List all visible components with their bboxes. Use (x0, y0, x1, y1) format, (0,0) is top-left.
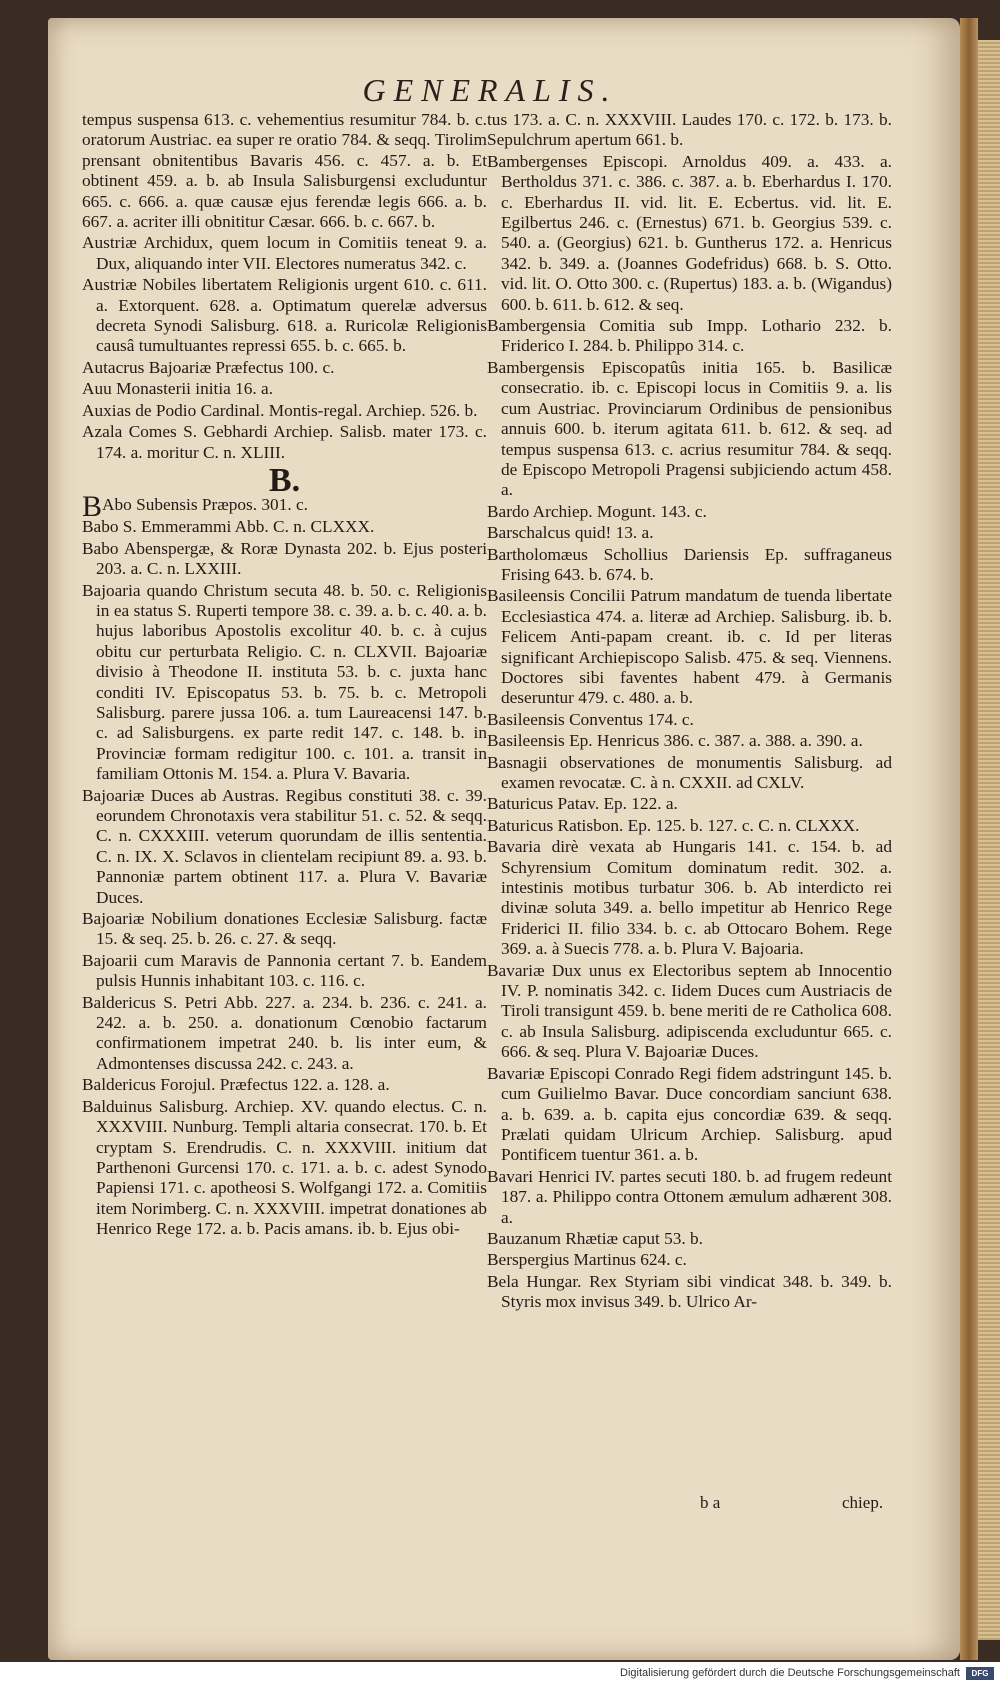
index-entry: Bambergenses Episcopi. Arnoldus 409. a. 433. a. Bertholdus 371. c. 386. c. 387. a. b. Eberhardus I. 170. c. Eberhardus II. vid. lit. E. Ecbertus. vid. lit. E. Egilbertus 246. c. (Ernestus) 671. b. Georgius 539. c. 540. a. (Georgius) 621. b. Guntherus 172. a. Henricus 342. b. 349. a. (Joannes Godefridus) 668. b. S. Otto. vid. lit. O. Otto 300. c. (Rupertus) 183. a. b. (Wigandus) 600. b. 611. b. 612. & seq. (487, 151, 892, 314)
index-entry: Autacrus Bajoariæ Præfectus 100. c. (82, 357, 335, 377)
right-column (487, 110, 892, 1314)
index-entry: Bartholomæus Schollius Dariensis Ep. suffraganeus Frising 643. b. 674. b. (487, 544, 892, 584)
index-entry: Baturicus Patav. Ep. 122. a. (487, 794, 678, 814)
index-entry: Baturicus Ratisbon. Ep. 125. b. 127. c. C. n. CLXXX. (487, 815, 860, 835)
index-entry: Bardo Archiep. Mogunt. 143. c. (487, 501, 707, 521)
index-entry: Bajoaria quando Christum secuta 48. b. 50. c. Religionis in ea status S. Ruperti tempore 38. c. 39. a. b. c. 40. a. b. hujus laboribus Apostolis excolitur 40. b. c. à cujus obitu cur perturbata Religio. C. n. CLXVII. Bajoariæ divisio à Theodone II. instituta 53. b. c. juxta hanc conditi IV. Episcopatus 53. b. 75. b. c. Metropoli Salisburg. parere jussa 106. a. tum Laureacensi 147. b. c. ad Salisburgens. ex parte redit 147. c. 148. b. in Provinciæ formam redigitur 100. c. 101. a. transit in familiam Ottonis M. 154. a. Plura V. Bavaria. (82, 580, 487, 784)
index-entry: Bajoariæ Nobilium donationes Ecclesiæ Salisburg. factæ 15. & seq. 25. b. 26. c. 27. & seqq. (82, 909, 487, 949)
index-entry: Basnagii observationes de monumentis Salisburg. ad examen revocatæ. C. à n. CXXII. ad CXLV. (487, 752, 892, 792)
index-entry: Basileensis Conventus 174. c. (487, 709, 694, 729)
dfg-logo-icon: DFG (966, 1667, 994, 1680)
index-entry: Austriæ Archidux, quem locum in Comitiis teneat 9. a. Dux, aliquando inter VII. Electores numeratus 342. c. (82, 233, 487, 273)
index-entry: Bavariæ Dux unus ex Electoribus septem ab Innocentio IV. P. nominatis 342. c. Iidem Duces cum Austriacis de Tiroli transigunt 459. b. bene meriti de re Catholica 608. c. ab Insula Salisburg. adipiscenda excluduntur 665. c. 666. & seq. Plura V. Bajoariæ Duces. (487, 960, 892, 1062)
index-entry: tempus suspensa 613. c. vehementius resumitur 784. b. c. oratorum Austriac. ea super re oratio 784. & seqq. Tirolim prensant obnitentibus Bavaris 456. c. 457. a. b. Et obtinent 459. a. b. ab Insula Salisburgensi excluduntur 665. c. 666. a. quæ causæ ejus ferendæ legis 666. a. b. 667. a. acriter illi obnititur Cæsar. 666. b. c. 667. b. (82, 110, 487, 232)
index-entry: Auu Monasterii initia 16. a. (82, 379, 274, 399)
index-entry: Azala Comes S. Gebhardi Archiep. Salisb. mater 173. c. 174. a. moritur C. n. XLIII. (82, 422, 487, 462)
index-entry: Bavaria dirè vexata ab Hungaris 141. c. 154. b. ad Schyrensium Comitum dominatum redit. 302. a. intestinis motibus turbatur 306. b. Ab interdicto rei divinæ soluta 349. a. bello impetitur ab Henrico Rege Friderici II. filio 334. b. c. ab Ottocaro Bohem. Rege 369. a. à Suecis 778. a. b. Plura V. Bajoaria. (487, 837, 892, 959)
signature-mark: b a (700, 1493, 721, 1512)
index-entry: Basileensis Ep. Henricus 386. c. 387. a. 388. a. 390. a. (487, 731, 863, 751)
index-entry: Balduinus Salisburg. Archiep. XV. quando electus. C. n. XXXVIII. Nunburg. Templi altaria consecrat. 170. b. Et cryptam S. Erendrudis. C. n. XXXVIII. initium dat Parthenoni Gurcensi 170. c. 171. a. b. c. adest Synodo Papiensi 171. c. apotheosi S. Wolfgangi 172. a. Comitiis item Norimberg. C. n. XXXVIII. impetrat donationes ab Henrico Rege 172. a. b. Pacis amans. ib. b. Ejus obi- (82, 1096, 487, 1239)
page-edges (978, 40, 1000, 1640)
index-entry: Babo S. Emmerammi Abb. C. n. CLXXX. (82, 517, 375, 537)
catchword: chiep. (842, 1493, 884, 1512)
running-header: GENERALIS. (362, 72, 618, 108)
index-entry: Bajoarii cum Maravis de Pannonia certant 7. b. Eandem pulsis Hunnis inhabitant 103. c. 116. c. (82, 950, 487, 991)
index-entry: Bavariæ Episcopi Conrado Regi fidem adstringunt 145. b. cum Guilielmo Bavar. Duce concordiam sanciunt 638. a. b. 639. a. b. capita ejus concordiæ 639. & seqq. Prælati quidam Ulricum Archiep. Salisburg. apud Pontificem tuentur 361. a. b. (487, 1063, 892, 1165)
index-entry (82, 490, 487, 524)
index-entry: Bambergensia Comitia sub Impp. Lothario 232. b. Friderico I. 284. b. Philippo 314. c. (487, 316, 892, 356)
index-entry: Bela Hungar. Rex Styriam sibi vindicat 348. b. 349. b. Styris mox invisus 349. b. Ulrico Ar- (487, 1271, 892, 1312)
index-entry: Auxias de Podio Cardinal. Montis-regal. Archiep. 526. b. (82, 400, 478, 420)
index-entry: Bauzanum Rhætiæ caput 53. b. (487, 1228, 703, 1248)
drop-cap: B (82, 490, 103, 524)
index-entry: Berspergius Martinus 624. c. (487, 1250, 687, 1270)
index-entry: Bajoariæ Duces ab Austras. Regibus constituti 38. c. 39. eorundem Chronotaxis vera stabilitur 51. c. 52. & seqq. C. n. CXXXIII. veterum quorundam de illis sententia. C. n. IX. X. Sclavos in clientelam recipiunt 89. a. 93. b. Pannoniæ partem obtinent 117. a. Plura V. Bavariæ Duces. (82, 785, 487, 907)
index-entry: Bambergensis Episcopatûs initia 165. b. Basilicæ consecratio. ib. c. Episcopi locus in Comitiis 9. a. lis cum Austriac. Provinciarum Ordinibus de pensionibus annuis 600. b. iterum agitata 611. b. 612. & seq. ad tempus suspensa 613. c. acrius resumitur 784. & seqq. de Episcopo Metropoli Pragensi subjiciendo actum 458. a. (487, 357, 892, 500)
index-entry: Baldericus Forojul. Præfectus 122. a. 128. a. (82, 1075, 390, 1095)
index-entry: Bavari Henrici IV. partes secuti 180. b. ad frugem redeunt 187. a. Philippo contra Ottonem æmulum adhærent 308. a. (487, 1166, 892, 1227)
index-entry: tus 173. a. C. n. XXXVIII. Laudes 170. c. 172. b. 173. b. Sepulchrum apertum 661. b. (487, 110, 892, 150)
book-spine-edge (960, 18, 978, 1660)
index-entry: Baldericus S. Petri Abb. 227. a. 234. b. 236. c. 241. a. 242. a. b. 250. a. donationum Cœnobio factarum confirmationem impetrat 240. b. lis inter eum, & Admontenses discussa 242. c. 243. a. (82, 992, 487, 1073)
digitization-footer (0, 1662, 1000, 1685)
index-entry: Barschalcus quid! 13. a. (487, 523, 654, 543)
footer-text: Digitalisierung gefördert durch die Deutsche Forschungsgemeinschaft (620, 1667, 960, 1679)
index-entry: Babo Abenspergæ, & Roræ Dynasta 202. b. Ejus posteri 203. a. C. n. LXXIII. (82, 538, 487, 579)
index-entry-text: Abo Subensis Præpos. 301. c. (102, 495, 308, 515)
section-letter: B. (268, 461, 301, 499)
index-entry: Austriæ Nobiles libertatem Religionis urgent 610. c. 611. a. Extorquent. 628. a. Optimatum querelæ adversus decreta Synodi Salisburg. 618. a. Ruricolæ Religionis causâ tumultuantes repressi 655. b. c. 665. b. (82, 275, 487, 356)
index-entry: Basileensis Concilii Patrum mandatum de tuenda libertate Ecclesiastica 474. a. literæ ad Archiep. Salisburg. ib. b. Felicem Anti-papam creant. ib. c. Id per literas significant Archiepiscopo Salisb. 475. & seq. Viennens. Doctores sibi faventes habent 479. à Germanis deseruntur 479. c. 480. a. b. (487, 586, 892, 708)
left-column (82, 110, 487, 1241)
